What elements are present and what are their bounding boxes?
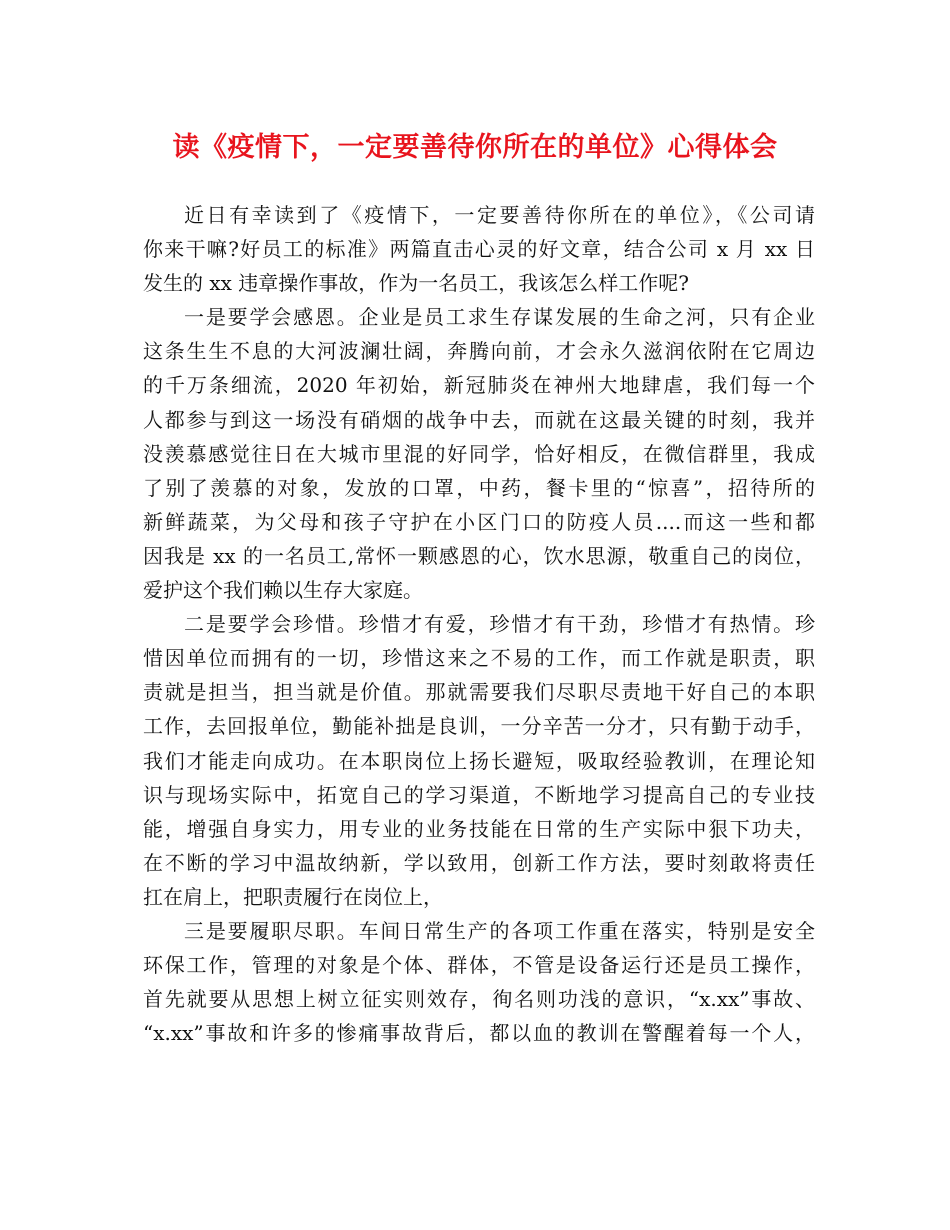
paragraph-line: 三是要履职尽职。车间日常生产的各项工作重在落实，特别是安全 (184, 918, 815, 943)
document-title: 读《疫情下，一定要善待你所在的单位》心得体会 (172, 132, 778, 163)
paragraph-line: 的千万条细流，2020 年初始，新冠肺炎在神州大地肆虐，我们每一个 (143, 373, 815, 398)
paragraph-line: 二是要学会珍惜。珍惜才有爱，珍惜才有干劲，珍惜才有热情。珍 (184, 612, 815, 637)
paragraph-line: 人都参与到这一场没有硝烟的战争中去，而就在这最关键的时刻，我并 (143, 407, 815, 432)
paragraph-1 (143, 198, 815, 300)
paragraph-line: 这条生生不息的大河波澜壮阔，奔腾向前，才会永久滋润依附在它周边 (143, 339, 815, 364)
paragraph-line: 首先就要从思想上树立征实则效存，徇名则功浅的意识，“x.xx”事故、 (143, 987, 815, 1012)
paragraph-line: 责就是担当，担当就是价值。那就需要我们尽职尽责地干好自己的本职 (143, 680, 815, 705)
paragraph-line: 识与现场实际中，拓宽自己的学习渠道，不断地学习提高自己的专业技 (143, 782, 815, 807)
paragraph-3 (143, 607, 815, 914)
paragraph-line: 环保工作，管理的对象是个体、群体，不管是设备运行还是员工操作， (143, 953, 815, 978)
paragraph-line: 工作，去回报单位，勤能补拙是良训，一分辛苦一分才，只有勤于动手， (143, 714, 815, 739)
paragraph-line: 发生的 xx 违章操作事故，作为一名员工，我该怎么样工作呢? (143, 271, 689, 296)
paragraph-line: 新鲜蔬菜，为父母和孩子守护在小区门口的防疫人员....而这一些和都 (143, 509, 815, 534)
paragraph-2 (143, 300, 815, 607)
paragraph-line: 因我是 xx 的一名员工,常怀一颗感恩的心，饮水思源，敬重自己的岗位， (143, 543, 815, 568)
paragraph-line: “x.xx”事故和许多的惨痛事故背后，都以血的教训在警醒着每一个人， (143, 1021, 815, 1046)
paragraph-line: 在不断的学习中温故纳新，学以致用，创新工作方法，要时刻敢将责任 (143, 850, 815, 875)
paragraph-line: 你来干嘛?好员工的标准》两篇直击心灵的好文章，结合公司 x 月 xx 日 (143, 237, 815, 262)
paragraph-line: 近日有幸读到了《疫情下，一定要善待你所在的单位》，《公司请 (184, 203, 815, 227)
paragraph-line: 扛在肩上，把职责履行在岗位上， (143, 884, 443, 909)
paragraph-line: 爱护这个我们赖以生存大家庭。 (143, 578, 423, 603)
document-body (143, 198, 815, 1050)
paragraph-line: 没羡慕感觉往日在大城市里混的好同学，恰好相反，在微信群里，我成 (143, 441, 815, 466)
paragraph-line: 一是要学会感恩。企业是员工求生存谋发展的生命之河，只有企业 (184, 305, 815, 330)
paragraph-line: 能，增强自身实力，用专业的业务技能在日常的生产实际中狠下功夫， (143, 816, 815, 841)
paragraph-line: 我们才能走向成功。在本职岗位上扬长避短，吸取经验教训，在理论知 (143, 748, 815, 773)
paragraph-line: 了别了羡慕的对象，发放的口罩，中药，餐卡里的“惊喜”，招待所的 (143, 475, 815, 500)
paragraph-line: 惜因单位而拥有的一切，珍惜这来之不易的工作，而工作就是职责，职 (143, 646, 815, 671)
paragraph-4 (143, 914, 815, 1050)
